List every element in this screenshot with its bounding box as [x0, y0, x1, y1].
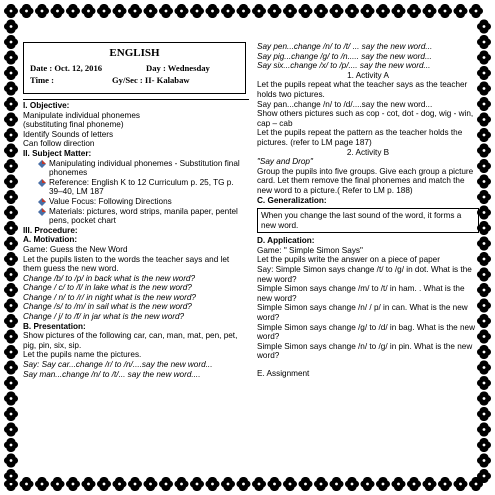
say-item: Say pen...change /n/ to /t/ ... say the new word...: [257, 42, 433, 51]
border-ornament: [392, 477, 406, 491]
application-item: Simple Simon says change /n/ / p/ in can. What is the new word?: [257, 303, 468, 323]
border-ornament: [4, 438, 18, 452]
border-ornament: [4, 376, 18, 390]
application-item: Say: Simple Simon says change /t/ to /g/ in dot. What is the new word?: [257, 265, 472, 284]
border-ornament: [113, 4, 127, 18]
generalization-box: [257, 208, 479, 233]
border-ornament: [4, 423, 18, 437]
border-ornament: [206, 477, 220, 491]
border-ornament: [477, 283, 491, 297]
subject-matter-heading: II. Subject Matter:: [23, 148, 92, 158]
border-ornament: [477, 423, 491, 437]
border-ornament: [4, 237, 18, 251]
border-ornament: [35, 4, 49, 18]
divider: [23, 99, 249, 100]
diamond-bullet-icon: [38, 208, 46, 216]
border-ornament: [4, 113, 18, 127]
border-ornament: [128, 4, 142, 18]
border-ornament: [35, 477, 49, 491]
border-ornament: [477, 190, 491, 204]
border-ornament: [4, 252, 18, 266]
border-ornament: [4, 4, 18, 18]
border-ornament: [361, 477, 375, 491]
motivation-game: Game: Guess the New Word: [23, 244, 128, 254]
border-ornament: [407, 477, 421, 491]
activity-a-say: Say pan...change /n/ to /d/....say the new word...: [257, 99, 433, 109]
border-ornament: [477, 35, 491, 49]
border-ornament: [438, 4, 452, 18]
subject-item-text: Value Focus: Following Directions: [49, 196, 172, 206]
border-ornament: [477, 299, 491, 313]
application-heading: D. Application:: [257, 236, 315, 246]
motivation-item: Change /s/ to /m/ in sail what is the new word?: [23, 302, 192, 312]
border-ornament: [4, 206, 18, 220]
border-ornament: [190, 477, 204, 491]
border-ornament: [477, 314, 491, 328]
border-ornament: [175, 477, 189, 491]
border-ornament: [82, 4, 96, 18]
border-ornament: [51, 4, 65, 18]
border-ornament: [4, 144, 18, 158]
border-ornament: [20, 4, 34, 18]
border-ornament: [4, 283, 18, 297]
border-ornament: [423, 4, 437, 18]
border-ornament: [159, 477, 173, 491]
border-ornament: [4, 268, 18, 282]
objective-line: Manipulate individual phonemes: [23, 110, 140, 120]
border-ornament: [376, 477, 390, 491]
presentation-item: Say: Say car...change /r/ to /n/....say the new word...: [23, 360, 213, 370]
border-ornament: [66, 4, 80, 18]
border-ornament: [454, 4, 468, 18]
diamond-bullet-icon: [38, 179, 46, 187]
left-column: [23, 98, 249, 379]
border-ornament: [469, 4, 483, 18]
border-ornament: [477, 345, 491, 359]
border-ornament: [82, 477, 96, 491]
border-ornament: [477, 392, 491, 406]
border-ornament: [477, 221, 491, 235]
border-ornament: [299, 477, 313, 491]
motivation-item: Change / c/ to /l/ in lake what is the new word?: [23, 283, 192, 293]
presentation-item: Say man...change /n/ to /t/... say the new word....: [23, 369, 201, 379]
application-item: Simple Simon says change /m/ to /t/ in ham. . What is the new word?: [257, 284, 465, 303]
subject-item: [23, 178, 249, 197]
activity-b-title: 2. Activity B: [346, 147, 390, 157]
activity-a-more: Show others pictures such as cop - cot, dot - dog, wig - win, cap – cab: [257, 109, 474, 128]
border-ornament: [190, 4, 204, 18]
border-ornament: [4, 128, 18, 142]
border-ornament: [477, 206, 491, 220]
border-ornament: [221, 477, 235, 491]
border-ornament: [477, 159, 491, 173]
border-ornament: [477, 376, 491, 390]
border-ornament: [477, 113, 491, 127]
border-ornament: [4, 51, 18, 65]
border-ornament: [477, 361, 491, 375]
border-ornament: [477, 97, 491, 111]
border-ornament: [113, 477, 127, 491]
lesson-header: [23, 42, 246, 94]
right-column: [257, 42, 479, 379]
border-ornament: [206, 4, 220, 18]
say-item: Say six...change /x/ to /p/.... say the new word...: [257, 61, 431, 71]
border-ornament: [221, 4, 235, 18]
border-ornament: [20, 477, 34, 491]
presentation-heading: B. Presentation:: [23, 321, 86, 331]
border-ornament: [97, 477, 111, 491]
border-ornament: [477, 128, 491, 142]
border-ornament: [4, 97, 18, 111]
border-ornament: [4, 361, 18, 375]
motivation-item: Change / j/ to /f/ in jar what is the new word?: [23, 312, 185, 322]
activity-b-text: Group the pupils into five groups. Give each group a picture card. Let them remove the final phonemes and match the new word to a picture.( Refer to LM p. 188): [257, 166, 474, 195]
border-ornament: [237, 4, 251, 18]
border-ornament: [128, 477, 142, 491]
border-ornament: [252, 477, 266, 491]
border-ornament: [477, 144, 491, 158]
procedure-heading: III. Procedure:: [23, 225, 78, 235]
generalization-heading: C. Generalization:: [257, 195, 327, 205]
border-ornament: [4, 35, 18, 49]
activity-a-title: 1. Activity A: [347, 70, 389, 80]
border-ornament: [314, 477, 328, 491]
border-ornament: [144, 477, 158, 491]
border-ornament: [283, 477, 297, 491]
activity-a-more: Let the pupils repeat the pattern as the teacher holds the pictures. (refer to LM page 187): [257, 128, 463, 147]
border-ornament: [423, 477, 437, 491]
subject-item-text: Reference: English K to 12 Curriculum p. 25, TG p. 39–40, LM 187: [49, 177, 234, 197]
presentation-text: Show pictures of the following car, can, man, mat, pen, pet, pig, pin, six, sip.: [23, 331, 238, 350]
gysec-label: Gy/Sec : II- Kalabaw: [112, 75, 190, 85]
border-ornament: [4, 159, 18, 173]
border-ornament: [477, 20, 491, 34]
activity-b-sub: "Say and Drop": [257, 157, 313, 167]
subject-item-text: Manipulating individual phonemes - Substitution final phonemes: [49, 158, 240, 178]
border-ornament: [4, 82, 18, 96]
subject-title: ENGLISH: [109, 47, 160, 59]
border-ornament: [407, 4, 421, 18]
motivation-item: Change / n/ to /r/ in night what is the new word?: [23, 292, 196, 302]
border-ornament: [376, 4, 390, 18]
border-ornament: [477, 82, 491, 96]
border-ornament: [4, 175, 18, 189]
border-ornament: [314, 4, 328, 18]
motivation-item: Change /b/ to /p/ in back what is the new word?: [23, 273, 196, 283]
border-ornament: [4, 454, 18, 468]
border-ornament: [438, 477, 452, 491]
application-game: Game: " Simple Simon Says": [257, 245, 363, 255]
border-ornament: [159, 4, 173, 18]
border-ornament: [477, 454, 491, 468]
presentation-text: Let the pupils name the pictures.: [23, 350, 142, 360]
border-ornament: [477, 268, 491, 282]
border-ornament: [97, 4, 111, 18]
border-ornament: [4, 345, 18, 359]
say-item: Say pig...change /g/ to /n..... say the new word...: [257, 51, 432, 61]
assignment-heading: E. Assignment: [257, 369, 310, 378]
border-ornament: [477, 237, 491, 251]
subject-item: [23, 207, 249, 226]
border-ornament: [4, 20, 18, 34]
border-ornament: [330, 4, 344, 18]
border-ornament: [4, 392, 18, 406]
border-ornament: [477, 66, 491, 80]
date-label: Date : Oct. 12, 2016: [30, 63, 103, 73]
objective-line: Identify Sounds of letters: [23, 129, 114, 139]
border-ornament: [4, 190, 18, 204]
diamond-bullet-icon: [38, 198, 46, 206]
activity-a-text: Let the pupils repeat what the teacher says as the teacher holds two pictures.: [257, 80, 468, 99]
border-ornament: [477, 252, 491, 266]
border-ornament: [4, 407, 18, 421]
border-ornament: [4, 330, 18, 344]
application-item: Simple Simon says change /n/ to /g/ in pin. What is the new word?: [257, 341, 473, 361]
subject-item: [23, 197, 249, 207]
border-ornament: [454, 477, 468, 491]
border-ornament: [4, 221, 18, 235]
border-ornament: [66, 477, 80, 491]
border-ornament: [392, 4, 406, 18]
border-ornament: [283, 4, 297, 18]
generalization-text: When you change the last sound of the word, it forms a new word.: [261, 211, 462, 230]
border-ornament: [477, 51, 491, 65]
application-item: Simple Simon says change /g/ to /d/ in bag. What is the new word?: [257, 322, 475, 342]
border-ornament: [4, 66, 18, 80]
objective-heading: I. Objective:: [23, 101, 70, 110]
border-ornament: [330, 477, 344, 491]
subject-item-text: Materials: pictures, word strips, manila paper, pentel pens, pocket chart: [49, 206, 238, 226]
border-ornament: [175, 4, 189, 18]
border-ornament: [144, 4, 158, 18]
border-ornament: [361, 4, 375, 18]
application-text: Let the pupils write the answer on a piece of paper: [257, 255, 440, 265]
border-ornament: [51, 477, 65, 491]
diamond-bullet-icon: [38, 160, 46, 168]
border-ornament: [268, 4, 282, 18]
border-ornament: [299, 4, 313, 18]
border-ornament: [345, 4, 359, 18]
border-ornament: [4, 314, 18, 328]
objective-line: Can follow direction: [23, 139, 95, 149]
border-ornament: [477, 438, 491, 452]
border-ornament: [345, 477, 359, 491]
subject-item: [23, 159, 249, 178]
border-ornament: [4, 299, 18, 313]
border-ornament: [477, 175, 491, 189]
border-ornament: [252, 4, 266, 18]
motivation-text: Let the pupils listen to the words the teacher says and let them guess the new word.: [23, 254, 230, 274]
day-label: Day : Wednesday: [146, 63, 210, 73]
border-ornament: [237, 477, 251, 491]
time-label: Time :: [30, 75, 54, 85]
border-ornament: [268, 477, 282, 491]
border-ornament: [477, 330, 491, 344]
border-ornament: [477, 407, 491, 421]
objective-line: (substituting final phoneme): [23, 120, 124, 130]
motivation-heading: A. Motivation:: [23, 235, 78, 245]
